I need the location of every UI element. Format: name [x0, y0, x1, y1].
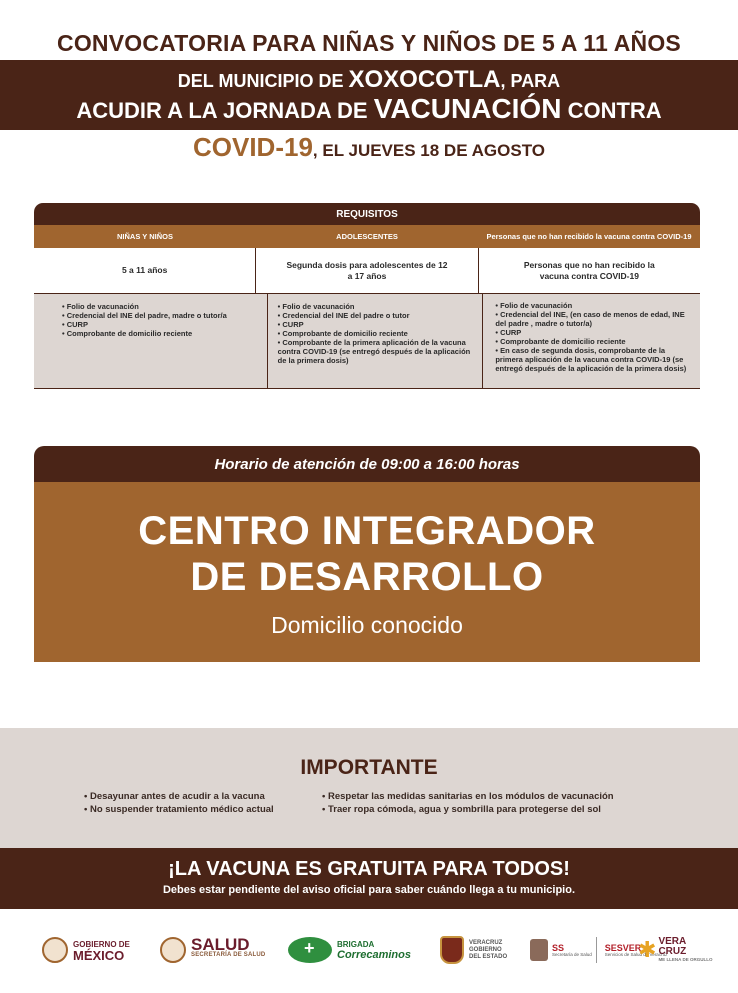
column-header: NIÑAS Y NIÑOS: [117, 232, 173, 241]
list-item: • Respetar las medidas sanitarias en los módulos de vacunación: [322, 790, 614, 803]
salud-logo: [160, 928, 265, 972]
requirements-list-children: [34, 294, 267, 388]
headline-text: , PARA: [500, 71, 561, 91]
logo-text-line: GOBIERNO: [469, 946, 502, 953]
logo-text-line: Secretaría de Salud: [552, 951, 592, 957]
covid-label: COVID-19: [192, 132, 313, 162]
list-item: • Comprobante de domicilio reciente: [62, 329, 259, 338]
free-vaccine-banner: [0, 848, 738, 909]
list-item: • En caso de segunda dosis, comprobante de la primera aplicación de la vacuna contra COVID-19 (se entregó después de la aplicación de la primera dosis): [495, 346, 692, 373]
logo-text-line: SECRETARÍA DE SALUD: [191, 952, 266, 958]
logo-text: [658, 937, 712, 963]
important-list-left: [84, 790, 274, 816]
list-item: • No suspender tratamiento médico actual: [84, 803, 274, 816]
logo-text: [337, 939, 411, 961]
important-section: [0, 728, 738, 848]
logo-text-line: CRUZ: [658, 946, 687, 957]
logo-text: [469, 940, 507, 961]
vaccination-word: VACUNACIÓN: [373, 93, 562, 124]
list-item: • CURP: [495, 328, 692, 337]
municipality-name: XOXOCOTLA: [348, 66, 501, 93]
event-date: , EL JUEVES 18 DE AGOSTO: [312, 141, 546, 160]
headline-text: DEL MUNICIPIO DE: [177, 71, 344, 91]
headline-line-1: CONVOCATORIA PARA NIÑAS Y NIÑOS DE 5 A 11 AÑOS: [57, 30, 681, 56]
requirements-list-unvaccinated: [482, 294, 700, 388]
requirements-title: REQUISITOS: [34, 203, 700, 225]
list-item: • Folio de vacunación: [278, 302, 475, 311]
schedule-banner: Horario de atención de 09:00 a 16:00 horas: [34, 446, 700, 482]
requirements-table: [34, 203, 700, 389]
list-item: • Comprobante de la primera aplicación de la vacuna contra COVID-19 (se entregó después de la aplicación de la primera dosis): [278, 338, 475, 365]
veracruz-crest-icon: [440, 936, 464, 964]
center-address: Domicilio conocido: [271, 612, 463, 638]
list-item: • Desayunar antes de acudir a la vacuna: [84, 790, 274, 803]
headline-line-4: [0, 132, 738, 163]
vaccination-center-card: [34, 446, 700, 662]
important-title: IMPORTANTE: [300, 756, 438, 779]
headline-band: [0, 60, 738, 130]
headline-line-2: [0, 66, 738, 94]
veracruz-gobierno-logo: [440, 928, 507, 972]
requirements-column-headers: [34, 225, 700, 248]
free-vaccine-subtitle: Debes estar pendiente del aviso oficial para saber cuándo llega a tu municipio.: [162, 884, 575, 896]
logo-text: [191, 935, 266, 961]
ss-emblem-icon: [530, 939, 548, 961]
column-header: Personas que no han recibido la vacuna contra COVID-19: [486, 232, 692, 241]
free-vaccine-title: ¡LA VACUNA ES GRATUITA PARA TODOS!: [168, 858, 570, 880]
logo-text-line: DEL ESTADO: [469, 953, 508, 960]
veracruz-orgullo-logo: [638, 928, 713, 972]
center-name: [34, 482, 700, 600]
list-item: • Credencial del INE, (en caso de menos de edad, INE del padre , madre o tutor/a): [495, 310, 692, 328]
important-list-right: [322, 790, 614, 816]
logo-text-line: VERA: [658, 936, 687, 947]
divider: [596, 937, 597, 963]
logo-text-line: SALUD: [191, 935, 250, 954]
requirements-lists: [34, 294, 700, 389]
star-icon: ✱: [638, 937, 657, 962]
logo-text-line: VERACRUZ: [469, 939, 503, 946]
logo-text-line: MÉXICO: [73, 948, 125, 963]
category-cell: Personas que no han recibido la vacuna contra COVID-19: [478, 248, 700, 293]
logo-text-line: GOBIERNO DE: [73, 940, 130, 949]
list-item: • Folio de vacunación: [62, 302, 259, 311]
brigada-correcaminos-logo: [288, 928, 411, 972]
headline-text: ACUDIR A LA JORNADA DE: [76, 98, 368, 123]
logo-text: [73, 939, 130, 961]
list-item: • Traer ropa cómoda, agua y sombrilla para protegerse del sol: [322, 803, 614, 816]
salud-seal-icon: [160, 937, 186, 963]
list-item: • Credencial del INE del padre o tutor: [278, 311, 475, 320]
sponsor-logos: [0, 928, 738, 972]
list-item: • CURP: [62, 320, 259, 329]
headline-text: CONTRA: [567, 98, 662, 123]
logo-text-line: Correcaminos: [337, 949, 411, 961]
headline-line-3: [0, 93, 738, 125]
mexico-seal-icon: [42, 937, 68, 963]
center-name-line: CENTRO INTEGRADOR: [138, 509, 596, 553]
category-cell: 5 a 11 años: [121, 265, 168, 275]
logo-text-line: ME LLENA DE ORGULLO: [658, 957, 713, 962]
roadrunner-icon: [288, 937, 332, 963]
logo-text: [552, 944, 592, 957]
category-cell: Segunda dosis para adolescentes de 12 a 17 años: [255, 248, 477, 293]
requirements-categories: [34, 248, 700, 294]
list-item: • Comprobante de domicilio reciente: [278, 329, 475, 338]
center-info: [34, 482, 700, 662]
logo-text-line: Servicios de Salud de Veracruz: [604, 951, 668, 957]
column-header: ADOLESCENTES: [336, 232, 398, 241]
center-name-line: DE DESARROLLO: [190, 555, 544, 599]
list-item: • Folio de vacunación: [495, 301, 692, 310]
gobierno-mexico-logo: [42, 928, 130, 972]
logo-text-line: SESVER: [604, 942, 642, 953]
list-item: • Comprobante de domicilio reciente: [495, 337, 692, 346]
list-item: • Credencial del INE del padre, madre o tutor/a: [62, 311, 259, 320]
logo-text-line: SS: [552, 942, 565, 953]
requirements-list-adolescents: [267, 294, 483, 388]
logo-text-line: BRIGADA: [337, 940, 375, 949]
list-item: • CURP: [278, 320, 475, 329]
